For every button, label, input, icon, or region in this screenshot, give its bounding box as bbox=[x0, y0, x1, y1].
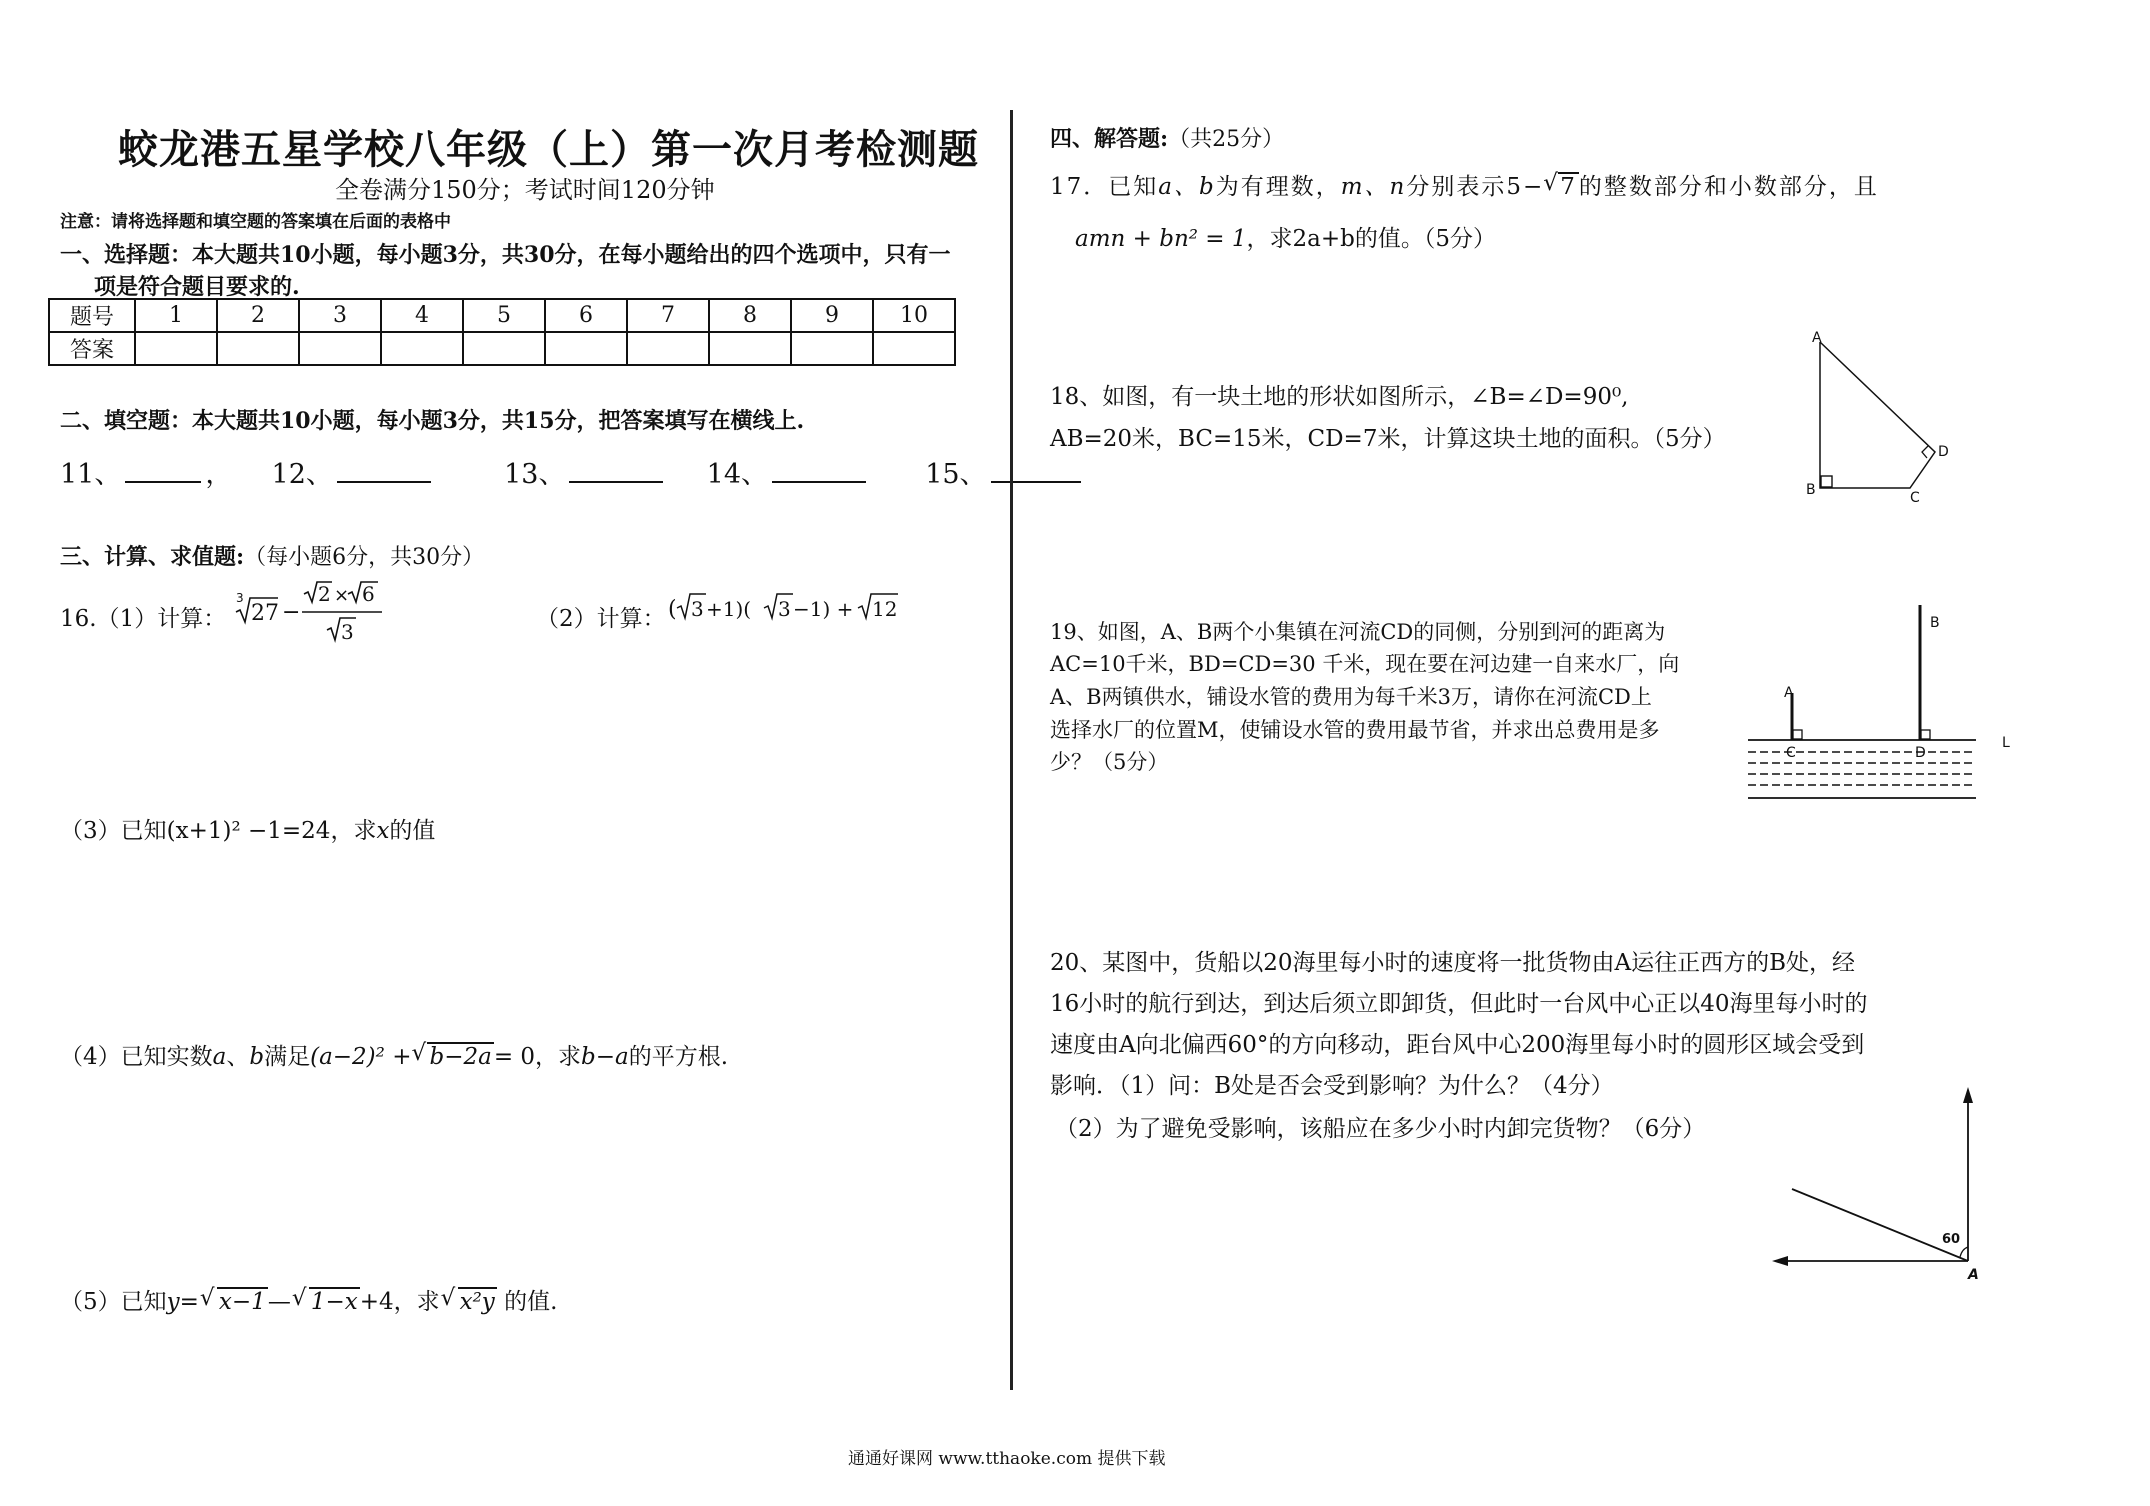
q17-radicand: 7 bbox=[1560, 174, 1577, 200]
label-a: A bbox=[1968, 1267, 1979, 1283]
q16-5 bbox=[60, 1283, 557, 1316]
svg-text:−1) +: −1) + bbox=[793, 597, 854, 621]
answer-cell[interactable] bbox=[545, 332, 627, 365]
q5-plus4: +4 bbox=[359, 1289, 394, 1315]
exam-note: 注意：请将选择题和填空题的答案填在后面的表格中 bbox=[60, 212, 451, 232]
q17-sqrt: √ 7 bbox=[1543, 170, 1577, 200]
table-cell: 2 bbox=[217, 299, 299, 332]
section1-line2: 项是符合题目要求的. bbox=[94, 274, 300, 300]
q17-d: 的整数部分和小数部分，且 bbox=[1578, 174, 1879, 200]
q4-end: 的平方根. bbox=[628, 1044, 729, 1070]
q17-a: 17．已知 bbox=[1050, 174, 1159, 200]
q3-equation: (x+1)² −1=24 bbox=[166, 818, 331, 844]
q4-radicand: b−2a bbox=[429, 1044, 492, 1070]
label-d: D bbox=[1938, 444, 1949, 460]
q4-mid: 满足 bbox=[264, 1044, 311, 1070]
blank-line[interactable] bbox=[569, 457, 663, 483]
table-cell: 3 bbox=[299, 299, 381, 332]
table-header-cell: 题号 bbox=[49, 299, 135, 332]
answer-cell[interactable] bbox=[873, 332, 955, 365]
blank-label: 14、 bbox=[706, 459, 768, 490]
svg-text:3: 3 bbox=[778, 597, 791, 621]
blank-line[interactable] bbox=[125, 457, 201, 483]
answer-cell[interactable] bbox=[463, 332, 545, 365]
q16-3 bbox=[60, 812, 435, 845]
blank-line[interactable] bbox=[337, 457, 431, 483]
svg-text:+1)(: +1)( bbox=[706, 597, 752, 621]
blank-label: 13、 bbox=[504, 459, 566, 490]
exam-subtitle: 全卷满分150分；考试时间120分钟 bbox=[335, 176, 715, 204]
table-cell: 10 bbox=[873, 299, 955, 332]
column-divider bbox=[1010, 110, 1013, 1390]
q17-line1 bbox=[1050, 168, 1879, 201]
q18-line1: 18、如图，有一块土地的形状如图所示，∠B=∠D=90⁰, bbox=[1050, 384, 1629, 410]
label-c: C bbox=[1910, 490, 1920, 506]
q20-figure bbox=[1770, 1085, 1990, 1285]
q4-a: a bbox=[212, 1044, 227, 1070]
q17-line2 bbox=[1075, 220, 1496, 253]
q3-label: （3）已知 bbox=[60, 818, 167, 844]
label-b: B bbox=[1806, 482, 1816, 498]
section3-title: 三、计算、求值题: bbox=[60, 544, 245, 570]
q18-line2: AB=20米，BC=15米，CD=7米，计算这块土地的面积。（5分） bbox=[1050, 426, 1726, 452]
q4-sqrt: √ b−2a bbox=[411, 1040, 492, 1070]
q17-tail: ，求2a+b的值。（5分） bbox=[1246, 226, 1496, 252]
table-row bbox=[49, 299, 955, 332]
radicand: 27 bbox=[251, 601, 279, 626]
label-b: B bbox=[1930, 615, 1940, 631]
q19-line4: 选择水厂的位置M，使铺设水管的费用最节省，并求出总费用是多 bbox=[1050, 718, 1660, 742]
q5-tail: ，求 bbox=[393, 1289, 440, 1315]
blank-label: 12、 bbox=[271, 459, 333, 490]
label-l: L bbox=[2002, 735, 2010, 751]
q4-sep: 、 bbox=[226, 1044, 250, 1070]
q3-var: x bbox=[376, 818, 390, 844]
answer-cell[interactable] bbox=[299, 332, 381, 365]
answer-cell[interactable] bbox=[709, 332, 791, 365]
answer-table bbox=[48, 298, 956, 366]
label-d: D bbox=[1915, 745, 1926, 761]
answer-cell[interactable] bbox=[627, 332, 709, 365]
q19-line3: A、B两镇供水，铺设水管的费用为每千米3万，请你在河流CD上 bbox=[1050, 685, 1652, 709]
angle-label: 60 bbox=[1942, 1232, 1961, 1247]
q16-2-formula bbox=[668, 588, 908, 628]
q17-equation: amn + bn² = 1 bbox=[1075, 226, 1247, 252]
blank-line[interactable] bbox=[772, 457, 866, 483]
answer-cell[interactable] bbox=[135, 332, 217, 365]
q17-b: 为有理数， bbox=[1215, 174, 1341, 200]
q16-1-label: 16.（1）计算： bbox=[60, 606, 227, 632]
table-cell: 6 bbox=[545, 299, 627, 332]
q17-mn: m、n bbox=[1340, 174, 1407, 200]
q4-math1: (a−2)² + bbox=[310, 1044, 412, 1070]
sqrt3-den: 3 bbox=[341, 620, 354, 644]
label-c: C bbox=[1786, 745, 1796, 761]
answer-cell[interactable] bbox=[217, 332, 299, 365]
svg-text:3: 3 bbox=[691, 597, 704, 621]
q20-line3: 速度由A向北偏西60°的方向移动，距台风中心200海里每小时的圆形区域会受到 bbox=[1050, 1032, 1865, 1058]
q5-sqrt3: √ x²y bbox=[440, 1285, 495, 1315]
q20-line1: 20、某图中，货船以20海里每小时的速度将一批货物由A运往正西方的B处，经 bbox=[1050, 950, 1856, 976]
table-cell: 1 bbox=[135, 299, 217, 332]
section4-title: 四、解答题: bbox=[1050, 126, 1169, 152]
blank-label: 11、 bbox=[60, 459, 122, 490]
section2-heading: 二、填空题：本大题共10小题，每小题3分，共15分，把答案填写在横线上. bbox=[60, 408, 805, 434]
q4-label: （4）已知实数 bbox=[60, 1044, 213, 1070]
q20-line2: 16小时的航行到达，到达后须立即卸货，但此时一台风中心正以40海里每小时的 bbox=[1050, 991, 1868, 1017]
q19-line5: 少？（5分） bbox=[1050, 750, 1169, 774]
q5-label: （5）已知 bbox=[60, 1289, 167, 1315]
answer-cell[interactable] bbox=[791, 332, 873, 365]
page-title: 蛟龙港五星学校八年级（上）第一次月考检测题 bbox=[118, 126, 979, 173]
blank-line[interactable] bbox=[991, 457, 1081, 483]
q4-b: b bbox=[249, 1044, 265, 1070]
times-sign: × bbox=[334, 585, 350, 606]
q3-end: 的值 bbox=[389, 818, 436, 844]
q5-sqrt2: √ 1−x bbox=[291, 1285, 358, 1315]
q19-line2: AC=10千米，BD=CD=30 千米，现在要在河边建一自来水厂，向 bbox=[1050, 652, 1680, 676]
table-cell: 8 bbox=[709, 299, 791, 332]
table-cell: 5 bbox=[463, 299, 545, 332]
q17-expr: 5− bbox=[1506, 174, 1545, 200]
svg-text:(: ( bbox=[668, 597, 677, 622]
q5-radicand1: x−1 bbox=[218, 1289, 266, 1315]
sqrt6-num: 6 bbox=[362, 582, 375, 606]
q16-4 bbox=[60, 1038, 728, 1071]
table-cell: 4 bbox=[381, 299, 463, 332]
q5-eq: = bbox=[179, 1289, 199, 1315]
table-row-label: 答案 bbox=[49, 332, 135, 365]
fill-blanks-row bbox=[60, 452, 1085, 491]
q5-end: 的值. bbox=[504, 1289, 558, 1315]
q20-line4: 影响．（1）问：B处是否会受到影响？为什么？（4分） bbox=[1050, 1073, 1614, 1099]
table-cell: 7 bbox=[627, 299, 709, 332]
section3-points: （每小题6分，共30分） bbox=[244, 545, 485, 570]
minus-sign: − bbox=[282, 600, 301, 625]
label-a: A bbox=[1812, 330, 1822, 346]
root-index: 3 bbox=[236, 591, 244, 605]
q17-ab: a、b bbox=[1158, 174, 1216, 200]
q17-c: 分别表示 bbox=[1406, 174, 1507, 200]
q16-2-label: （2）计算： bbox=[536, 606, 666, 632]
section1-line1: 一、选择题：本大题共10小题，每小题3分，共30分，在每小题给出的四个选项中，只有一 bbox=[60, 242, 951, 268]
q5-sqrt1: √ x−1 bbox=[199, 1285, 266, 1315]
q16-1-formula bbox=[232, 578, 402, 650]
blank-sep: ， bbox=[205, 459, 233, 490]
q4-expr: b−a bbox=[581, 1044, 629, 1070]
q5-radicand2: 1−x bbox=[310, 1289, 358, 1315]
q4-math3: = 0 bbox=[493, 1044, 536, 1070]
q19-figure bbox=[1740, 605, 2030, 810]
svg-text:12: 12 bbox=[872, 597, 898, 621]
section4-points: （共25分） bbox=[1168, 127, 1285, 152]
q5-y: y bbox=[166, 1289, 180, 1315]
q20-line5: （2）为了避免受影响，该船应在多少小时内卸完货物？（6分） bbox=[1055, 1116, 1706, 1142]
q19-line1: 19、如图，A、B两个小集镇在河流CD的同侧，分别到河的距离为 bbox=[1050, 620, 1666, 644]
q18-figure bbox=[1800, 330, 1960, 506]
q4-tail: ，求 bbox=[535, 1044, 582, 1070]
sqrt2-num: 2 bbox=[318, 582, 331, 606]
q3-tail: ，求 bbox=[330, 818, 377, 844]
section3-heading bbox=[60, 540, 484, 571]
blank-label: 15、 bbox=[925, 459, 987, 490]
table-cell: 9 bbox=[791, 299, 873, 332]
table-row bbox=[49, 332, 955, 365]
q5-radicand3: x²y bbox=[459, 1289, 495, 1315]
footer-credit: 通通好课网 www.tthaoke.com 提供下载 bbox=[848, 1449, 1166, 1469]
answer-cell[interactable] bbox=[381, 332, 463, 365]
label-a: A bbox=[1784, 685, 1794, 701]
q5-dash: — bbox=[267, 1289, 291, 1315]
section4-heading bbox=[1050, 122, 1284, 153]
